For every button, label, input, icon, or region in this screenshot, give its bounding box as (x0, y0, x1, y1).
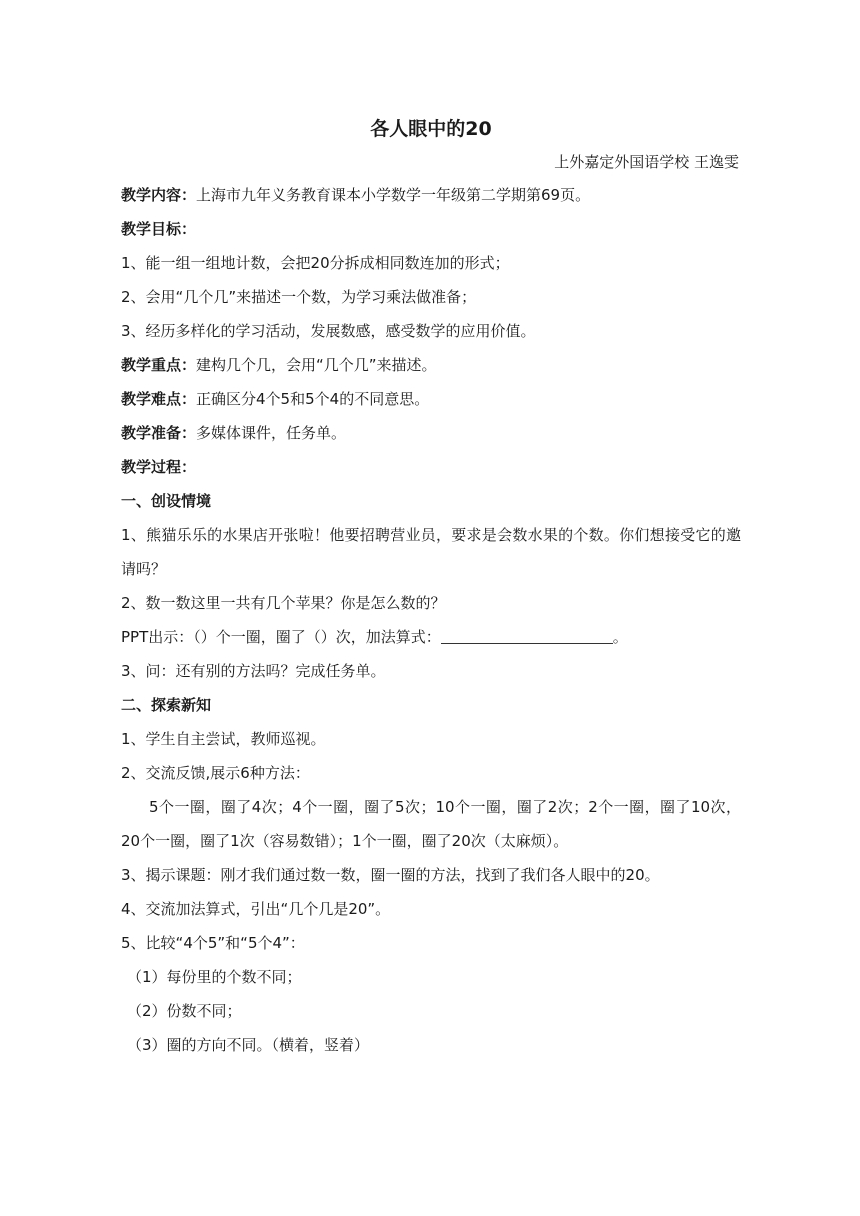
section-item: 5、比较“4个5”和“5个4”： (121, 934, 305, 952)
author-line: 上外嘉定外国语学校 王逸雯 (554, 153, 739, 171)
key-point-text: 建构几个几，会用“几个几”来描述。 (196, 356, 437, 374)
answer-blank (441, 625, 613, 644)
preparation-text: 多媒体课件，任务单。 (196, 424, 347, 442)
key-point-label: 教学重点： (121, 356, 197, 374)
teaching-content-text: 上海市九年义务教育课本小学数学一年级第二学期第69页。 (196, 186, 591, 204)
methods-paragraph: 5个一圈，圈了4次；4个一圈，圈了5次；10个一圈，圈了2次；2个一圈，圈了10次，20个一圈，圈了1次（容易数错）；1个一圈，圈了20次（太麻烦）。 (121, 798, 741, 850)
section-item: 3、问：还有别的方法吗？完成任务单。 (121, 662, 386, 680)
document-content (121, 112, 741, 1062)
section-item: 1、学生自主尝试，教师巡视。 (121, 730, 326, 748)
section-item: 2、交流反馈,展示6种方法： (121, 764, 310, 782)
difficulty-label: 教学难点： (121, 390, 197, 408)
compare-item: （2）份数不同； (127, 1002, 242, 1020)
section-heading: 二、探索新知 (121, 696, 212, 714)
difficulty-text: 正确区分4个5和5个4的不同意思。 (196, 390, 430, 408)
document-title: 各人眼中的20 (370, 118, 492, 140)
ppt-prompt (121, 620, 741, 654)
teaching-content (121, 178, 741, 212)
teaching-key-point (121, 348, 741, 382)
section-item: 2、数一数这里一共有几个苹果？你是怎么数的？ (121, 594, 446, 612)
section-item: 3、揭示课题：刚才我们通过数一数，圈一圈的方法，找到了我们各人眼中的20。 (121, 866, 660, 884)
section-item: 4、交流加法算式，引出“几个几是20”。 (121, 900, 391, 918)
goal-item: 1、能一组一组地计数，会把20分拆成相同数连加的形式； (121, 254, 510, 272)
teaching-difficulty (121, 382, 741, 416)
goal-item: 2、会用“几个几”来描述一个数，为学习乘法做准备； (121, 288, 477, 306)
ppt-prompt-text: PPT出示：（）个一圈，圈了（）次，加法算式： (121, 628, 441, 646)
section-item: 1、熊猫乐乐的水果店开张啦！他要招聘营业员，要求是会数水果的个数。你们想接受它的邀请吗？ (121, 526, 741, 578)
teaching-goals-label: 教学目标： (121, 220, 197, 238)
goal-item: 3、经历多样化的学习活动，发展数感，感受数学的应用价值。 (121, 322, 536, 340)
compare-item: （3）圈的方向不同。（横着，竖着） (127, 1036, 370, 1054)
teaching-preparation (121, 416, 741, 450)
section-heading: 一、创设情境 (121, 492, 212, 510)
teaching-process-label: 教学过程： (121, 458, 197, 476)
ppt-prompt-end: 。 (612, 628, 628, 646)
compare-item: （1）每份里的个数不同； (127, 968, 302, 986)
preparation-label: 教学准备： (121, 424, 197, 442)
teaching-content-label: 教学内容： (121, 186, 197, 204)
